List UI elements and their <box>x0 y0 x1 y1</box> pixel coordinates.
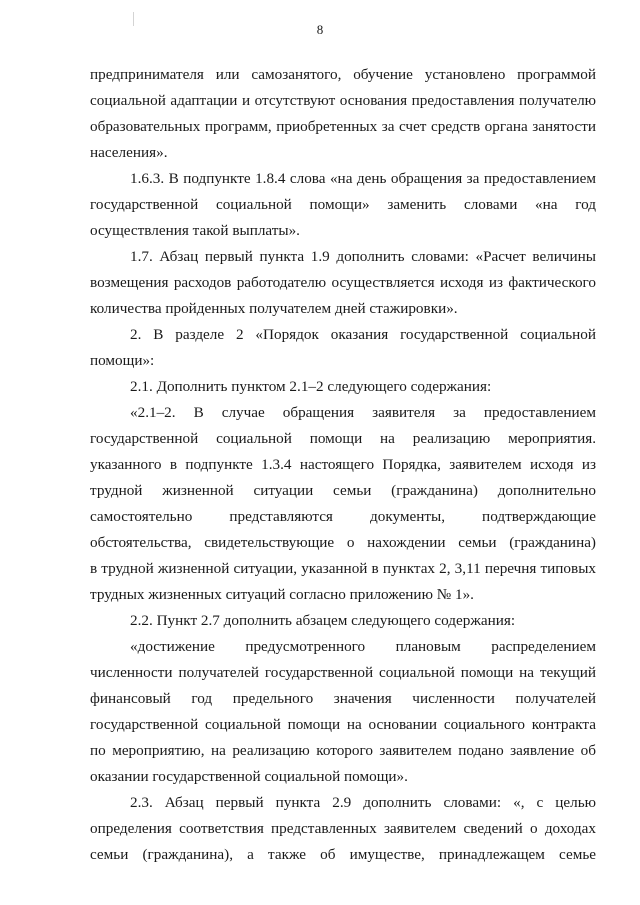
text-line: самостоятельно представляются документы, подтверждающие <box>90 508 596 525</box>
text-line: населения». <box>90 144 168 161</box>
text-line: 1.6.3. В подпункте 1.8.4 слова «на день обращения за предоставлением <box>130 170 596 187</box>
text-line: трудных жизненных ситуаций согласно приложению № 1». <box>90 586 474 603</box>
text-line: государственной социальной помощи на реализацию мероприятия. <box>90 430 596 447</box>
page-number: 8 <box>316 22 324 37</box>
text-line: осуществления такой выплаты». <box>90 222 300 239</box>
text-line: государственной социальной помощи на основании социального контракта <box>90 716 596 733</box>
text-line: 1.7. Абзац первый пункта 1.9 дополнить словами: «Расчет величины <box>130 248 596 265</box>
text-line: «достижение предусмотренного плановым распределением <box>130 638 596 655</box>
text-line: указанного в подпункте 1.3.4 настоящего Порядка, заявителем исходя из <box>90 456 596 473</box>
text-line: 2.3. Абзац первый пункта 2.9 дополнить словами: «, с целью <box>130 794 596 811</box>
text-line: 2.1. Дополнить пунктом 2.1–2 следующего содержания: <box>130 378 492 395</box>
text-line: социальной адаптации и отсутствуют основания предоставления получателю <box>90 92 596 109</box>
text-line: 2. В разделе 2 «Порядок оказания государственной социальной <box>130 326 596 343</box>
text-line: финансовый год предельного значения численности получателей <box>90 690 596 707</box>
text-line: 2.2. Пункт 2.7 дополнить абзацем следующего содержания: <box>130 612 516 629</box>
text-line: возмещения расходов работодателю осуществляется исходя из фактического <box>90 274 596 291</box>
text-line: количества пройденных получателем дней стажировки». <box>90 300 458 317</box>
text-line: оказании государственной социальной помощи». <box>90 768 408 785</box>
text-line: трудной жизненной ситуации семьи (гражданина) дополнительно <box>90 482 596 499</box>
text-line: предпринимателя или самозанятого, обучение установлено программой <box>90 66 596 83</box>
text-line: определения соответствия представленных заявителем сведений о доходах <box>90 820 596 837</box>
text-line: по мероприятию, на реализацию которого заявителем подано заявление об <box>90 742 596 759</box>
text-line: государственной социальной помощи» заменить словами «на год <box>90 196 596 213</box>
text-line: образовательных программ, приобретенных за счет средств органа занятости <box>90 118 596 135</box>
text-line: численности получателей государственной социальной помощи на текущий <box>90 664 596 681</box>
text-line: «2.1–2. В случае обращения заявителя за предоставлением <box>130 404 596 421</box>
text-line: обстоятельства, свидетельствующие о нахождении семьи (гражданина) <box>90 534 596 551</box>
text-line: в трудной жизненной ситуации, указанной в пунктах 2, 3,11 перечня типовых <box>90 560 596 577</box>
text-line: помощи»: <box>90 352 155 369</box>
text-line: семьи (гражданина), а также об имуществе, принадлежащем семье <box>90 846 596 863</box>
